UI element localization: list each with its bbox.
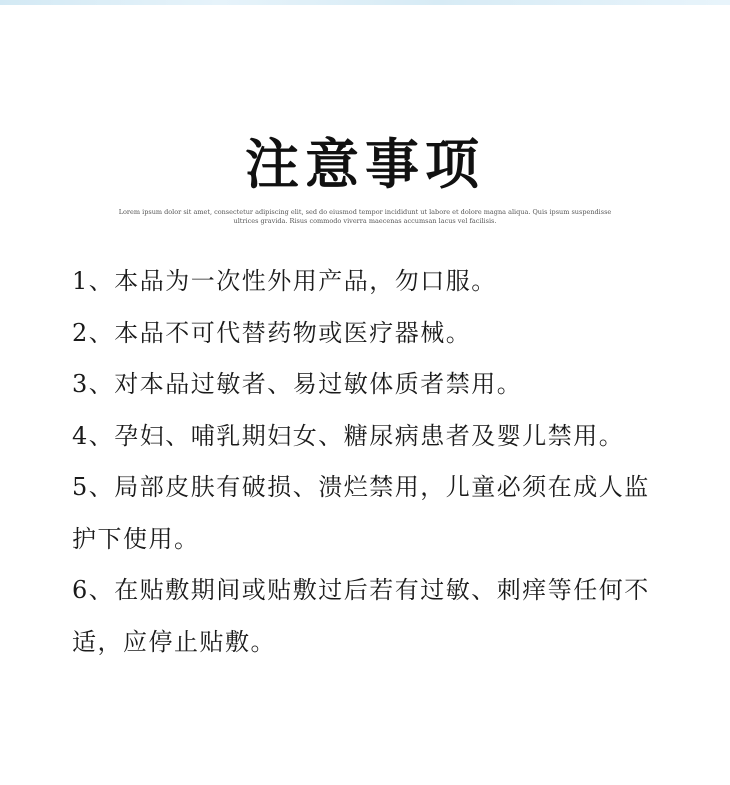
note-item-5: 5、局部皮肤有破损、溃烂禁用，儿童必须在成人监护下使用。 (72, 473, 650, 553)
note-item-1: 1、本品为一次性外用产品，勿口服。 (72, 267, 497, 295)
note-item-3: 3、对本品过敏者、易过敏体质者禁用。 (72, 370, 523, 398)
note-item-4: 4、孕妇、哺乳期妇女、糖尿病患者及婴儿禁用。 (72, 421, 625, 450)
note-item-6: 6、在贴敷期间或贴敷过后若有过敏、刺痒等任何不适，应停止贴敷。 (72, 576, 650, 656)
page-title: 注意事项 (245, 132, 485, 196)
title-subtitle: Lorem ipsum dolor sit amet, consectetur adipiscing elit, sed do eiusmod tempor incididunt ut labore et dolore magna aliqua. Quis ipsum suspendisse ultrices gravida. Risus commodo viverra maecenas accumsan lacus vel facilisis. (118, 208, 612, 225)
note-item-2: 2、本品不可代替药物或医疗器械。 (72, 318, 472, 347)
notes-list (72, 256, 672, 668)
top-decorative-strip (0, 0, 730, 5)
